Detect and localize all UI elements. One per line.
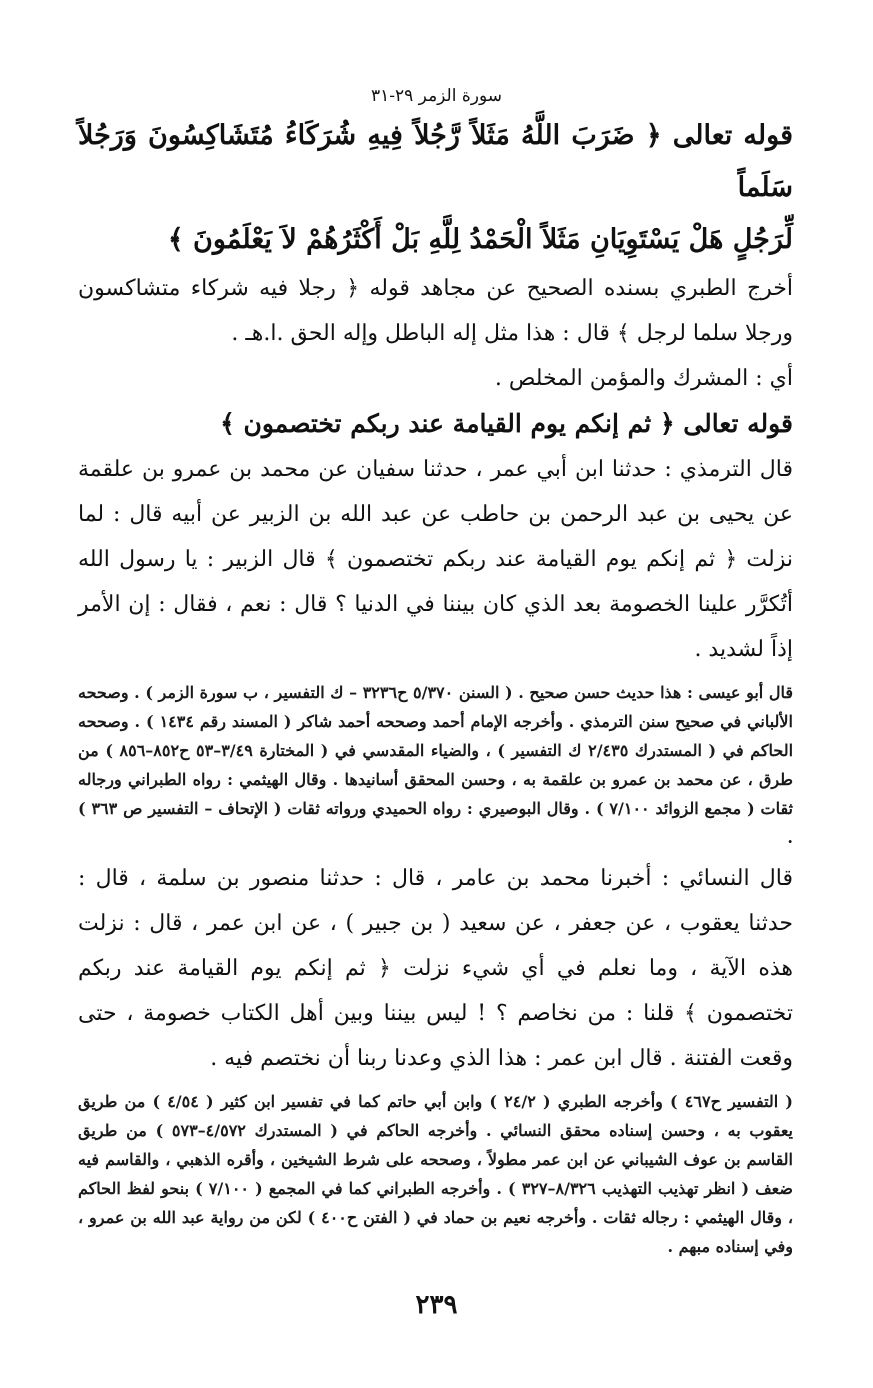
footnote-block — [78, 1087, 793, 1261]
footnote-text: ( التفسير ح٤٦٧ ) وأخرجه الطبري ( ٢٤/٢ ) وابن أبي حاتم كما في تفسير ابن كثير ( ٤/٥٤ ) من طريق يعقوب به ، وحسن إسناده محقق النسائي . وأخرجه الحاكم في ( المستدرك ٤/٥٧٢–٥٧٣ ) من طريق القاسم بن عوف الشيباني عن ابن عمر مطولاً ، وصححه على شرط الشيخين ، وأقره الذهبي ، والقاسم فيه ضعف ( انظر تهذيب التهذيب ٨/٣٢٦–٣٢٧ ) . وأخرجه الطبراني كما في المجمع ( ٧/١٠٠ ) بنحو لفظ الحاكم ، وقال الهيثمي : رجاله ثقات . وأخرجه نعيم بن حماد في ( الفتن ح٤٠٠ ) لكن من رواية عبد الله بن عمرو ، وفي إسناده مبهم . — [78, 1092, 794, 1256]
verse-block — [78, 110, 793, 266]
verse-line: لِّرَجُلٍ هَلْ يَسْتَوِيَانِ مَثَلاً الْحَمْدُ لِلَّهِ بَلْ أَكْثَرُهُمْ لاَ يَعْلَمُونَ ﴾ — [167, 224, 793, 255]
footnote-block — [78, 678, 793, 852]
verse-heading: قوله تعالى ﴿ ثم إنكم يوم القيامة عند ربكم تختصمون ﴾ — [220, 409, 793, 438]
tafsir-paragraph: أي : المشرك والمؤمن المخلص . — [494, 366, 793, 391]
verse-line: قوله تعالى ﴿ ضَرَبَ اللَّهُ مَثَلاً رَّجُلاً فِيهِ شُرَكَاءُ مُتَشَاكِسُونَ وَرَجُلاً سَلَماً — [78, 120, 793, 203]
page-header: سورة الزمر ٢٩-٣١ — [371, 86, 502, 106]
hadith-paragraph: قال الترمذي : حدثنا ابن أبي عمر ، حدثنا سفيان عن محمد بن عمرو بن علقمة عن يحيى بن عبد الرحمن بن حاطب عن عبد الله بن الزبير عن أبيه قال : لما نزلت ﴿ ثم إنكم يوم القيامة عند ربكم تختصمون ﴾ قال الزبير : يا رسول الله أتُكرَّر علينا الخصومة بعد الذي كان بيننا في الدنيا ؟ قال : نعم ، فقال : إن الأمر إذاً لشديد . — [78, 457, 793, 662]
hadith-paragraph: قال النسائي : أخبرنا محمد بن عامر ، قال : حدثنا منصور بن سلمة ، قال : حدثنا يعقوب ، عن جعفر ، عن سعيد ( بن جبير ) ، عن ابن عمر ، قال : نزلت هذه الآية ، وما نعلم في أي شيء نزلت ﴿ ثم إنكم يوم القيامة عند ربكم تختصمون ﴾ قلنا : من نخاصم ؟ ! ليس بيننا وبين أهل الكتاب خصومة ، حتى وقعت الفتنة . قال ابن عمر : هذا الذي وعدنا ربنا أن نختصم فيه . — [78, 866, 793, 1071]
page-number: ٢٣٩ — [415, 1290, 458, 1320]
tafsir-paragraph: أخرج الطبري بسنده الصحيح عن مجاهد قوله ﴿ رجلا فيه شركاء متشاكسون ورجلا سلما لرجل ﴾ قال : هذا مثل إله الباطل وإله الحق .ا.هـ . — [78, 276, 793, 346]
footnote-text: قال أبو عيسى : هذا حديث حسن صحيح . ( السنن ٥/٣٧٠ ح٣٢٣٦ – ك التفسير ، ب سورة الزمر ) . وصححه الألباني في صحيح سنن الترمذي . وأخرجه الإمام أحمد وصححه أحمد شاكر ( المسند رقم ١٤٣٤ ) . وصححه الحاكم في ( المستدرك ٢/٤٣٥ ك التفسير ) ، والضياء المقدسي في ( المختارة ٣/٤٩–٥٣ ح٨٥٢–٨٥٦ ) من طرق ، عن محمد بن عمرو بن علقمة به ، وحسن المحقق أسانيدها . وقال الهيثمي : رواه الطبراني ورجاله ثقات ( مجمع الزوائد ٧/١٠٠ ) . وقال البوصيري : رواه الحميدي ورواته ثقات ( الإتحاف – التفسير ص ٣٦٣ ) . — [78, 683, 794, 847]
